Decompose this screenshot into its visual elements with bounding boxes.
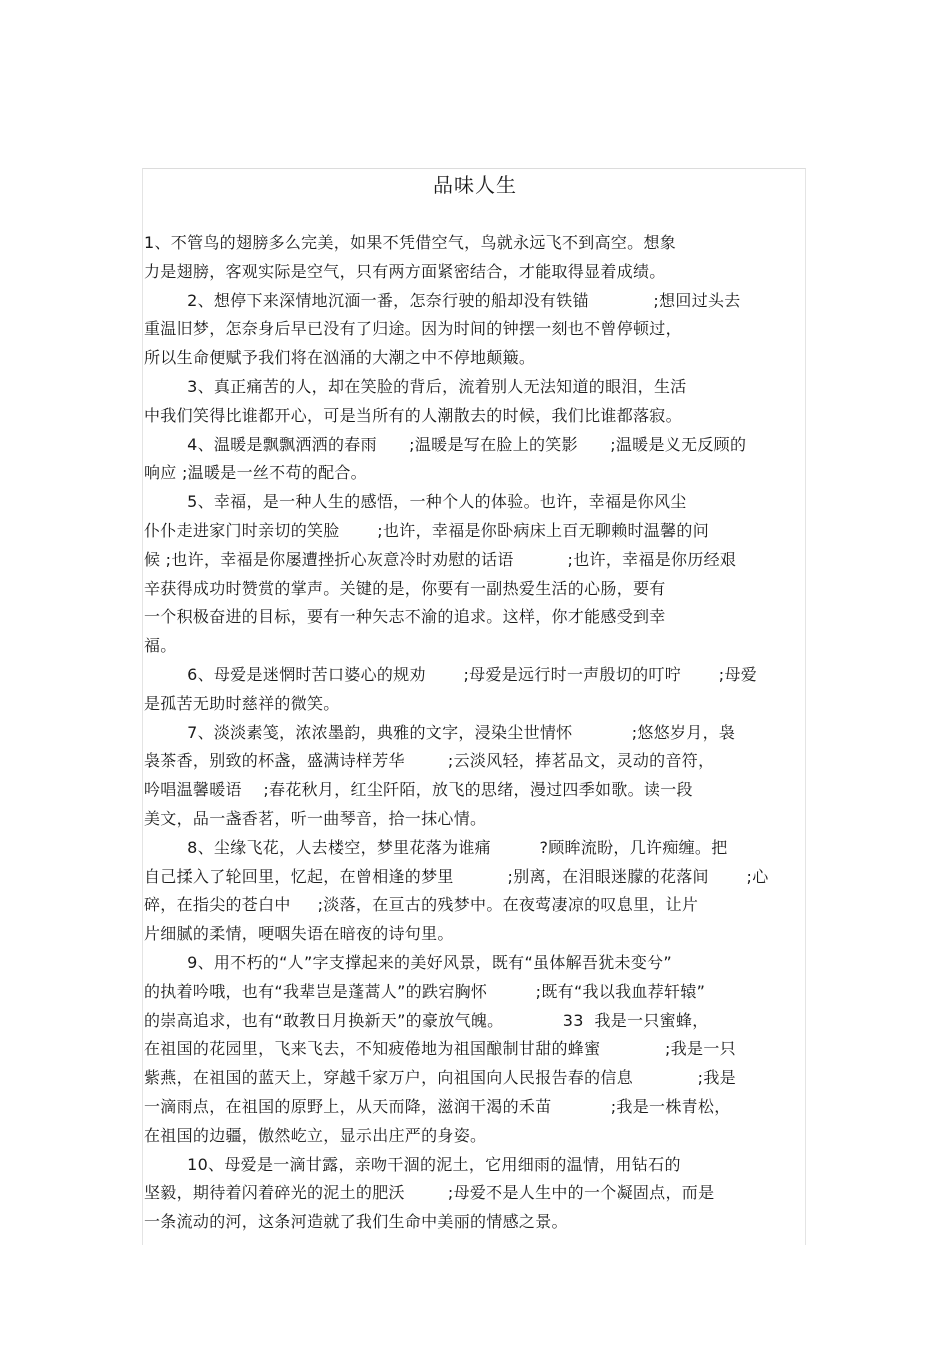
text-line: 9、用不朽的“人”字支撑起来的美好风景，既有“虽体解吾犹未变兮” <box>144 953 673 972</box>
text-line: 1、不管鸟的翅膀多么完美，如果不凭借空气，鸟就永远飞不到高空。想象 <box>144 233 677 252</box>
text-line: 8、尘缘飞花，人去楼空，梦里花落为谁痛 ?顾眸流盼，几许痴缠。把 <box>144 837 728 857</box>
text-line: 6、母爱是迷惘时苦口婆心的规劝 ;母爱是远行时一声殷切的叮咛 ;母爱 <box>144 665 758 684</box>
text-line: 吟唱温馨暖语 ;春花秋月，红尘阡陌，放飞的思绪，漫过四季如歌。读一段 <box>144 780 693 800</box>
text-line: 2、想停下来深情地沉湎一番，怎奈行驶的船却没有铁锚 ;想回过头去 <box>144 290 741 310</box>
text-line: 3、真正痛苦的人，却在笑脸的背后，流着别人无法知道的眼泪，生活 <box>144 377 687 396</box>
text-line: 的执着吟哦，也有“我辈岂是蓬蒿人”的跌宕胸怀 ;既有“我以我血荐轩辕” <box>144 981 706 1001</box>
text-line: 是孤苦无助时慈祥的微笑。 <box>144 693 340 713</box>
text-line: 重温旧梦，怎奈身后早已没有了归途。因为时间的钟摆一刻也不曾停顿过， <box>144 319 682 339</box>
text-line: 10、母爱是一滴甘露，亲吻干涸的泥土，它用细雨的温情，用钻石的 <box>144 1154 681 1174</box>
text-line: 候 ;也许，幸福是你屡遭挫折心灰意冷时劝慰的话语 ;也许，幸福是你历经艰 <box>144 549 737 569</box>
text-line: 辛获得成功时赞赏的掌声。关键的是，你要有一副热爱生活的心肠，要有 <box>144 578 666 598</box>
text-line: 美文，品一盏香茗，听一曲琴音，拾一抹心情。 <box>144 809 487 828</box>
text-line: 一滴雨点，在祖国的原野上，从天而降，滋润干渴的禾苗 ;我是一株青松， <box>144 1097 731 1116</box>
text-line: 4、温暖是飘飘洒洒的春雨 ;温暖是写在脸上的笑影 ;温暖是义无反顾的 <box>144 434 747 454</box>
text-line: 一个积极奋进的目标，要有一种矢志不渝的追求。这样，你才能感受到幸 <box>144 607 666 627</box>
text-line: 仆仆走进家门时亲切的笑脸 ;也许，幸福是你卧病床上百无聊赖时温馨的问 <box>144 521 709 540</box>
text-line: 片细腻的柔情，哽咽失语在暗夜的诗句里。 <box>144 924 454 944</box>
text-line: 碎，在指尖的苍白中 ;淡落，在亘古的残梦中。在夜莺凄凉的叹息里，让片 <box>144 895 699 915</box>
text-line: 5、幸福，是一种人生的感悟，一种个人的体验。也许，幸福是你风尘 <box>144 492 687 512</box>
text-line: 所以生命便赋予我们将在汹涌的大潮之中不停地颠簸。 <box>144 348 536 368</box>
text-line: 响应 ;温暖是一丝不苟的配合。 <box>144 463 367 483</box>
text-line: 紫燕，在祖国的蓝天上，穿越千家万户，向祖国向人民报告春的信息 ;我是 <box>144 1068 736 1088</box>
text-line: 的崇高追求，也有“敢教日月换新天”的豪放气魄。 33 我是一只蜜蜂， <box>144 1010 709 1030</box>
text-line: 7、淡淡素笺，浓浓墨韵，典雅的文字，浸染尘世情怀 ;悠悠岁月，袅 <box>144 722 736 742</box>
text-line: 在祖国的边疆，傲然屹立，显示出庄严的身姿。 <box>144 1125 487 1145</box>
text-line: 自己揉入了轮回里，忆起，在曾相逢的梦里 ;别离，在泪眼迷朦的花落间 ;心 <box>144 866 769 886</box>
text-line: 力是翅膀，客观实际是空气，只有两方面紧密结合，才能取得显着成绩。 <box>144 261 666 281</box>
text-line: 袅茶香，别致的杯盏，盛满诗样芳华 ;云淡风轻，捧茗品文，灵动的音符， <box>144 751 715 771</box>
document-title: 品味人生 <box>433 173 517 197</box>
text-line: 中我们笑得比谁都开心，可是当所有的人潮散去的时候，我们比谁都落寂。 <box>144 405 682 425</box>
text-line: 坚毅，期待着闪着碎光的泥土的肥沃 ;母爱不是人生中的一个凝固点，而是 <box>144 1183 715 1203</box>
text-line: 一条流动的河，这条河造就了我们生命中美丽的情感之景。 <box>144 1212 568 1232</box>
text-line: 在祖国的花园里，飞来飞去，不知疲倦地为祖国酿制甘甜的蜂蜜 ;我是一只 <box>144 1039 736 1059</box>
text-line: 福。 <box>144 636 177 656</box>
